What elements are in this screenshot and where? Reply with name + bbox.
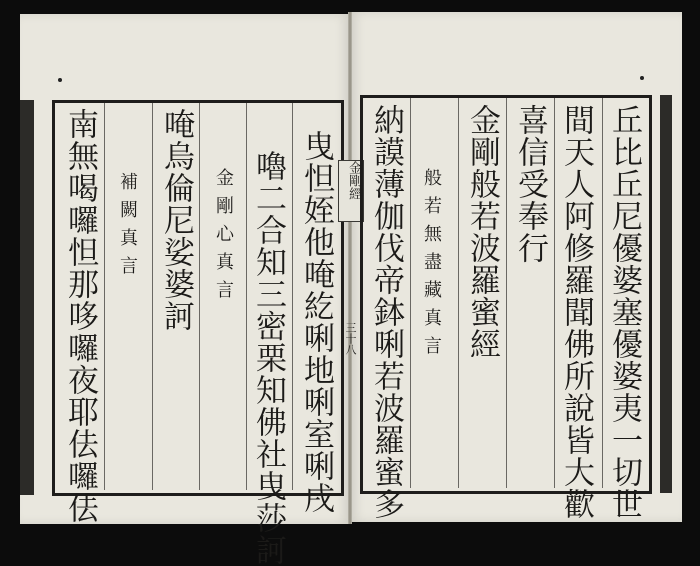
heading-column: 般若無盡藏真言 — [421, 168, 442, 364]
text-column: 南無喝囉怛那哆囉夜耶佉囉佉 — [62, 108, 98, 524]
column-rule — [152, 103, 153, 490]
text-column: 喜信受奉行 — [512, 104, 548, 264]
right-edge-wear — [660, 95, 672, 493]
column-rule — [506, 98, 507, 488]
text-column: 丘比丘尼優婆塞優婆夷一切世 — [606, 104, 642, 520]
column-rule — [246, 103, 247, 490]
text-column: 曳怛姪他唵紇唎地唎室唎戌 — [298, 130, 334, 514]
text-column: 納謨薄伽伐帝鉢唎若波羅蜜多 — [368, 104, 404, 520]
heading-column: 金剛心真言 — [213, 168, 234, 308]
text-column: 唵烏倫尼娑婆訶 — [158, 108, 194, 332]
column-rule — [410, 98, 411, 488]
column-rule — [554, 98, 555, 488]
folio-number: 三十八 — [344, 322, 357, 355]
heading-column: 補闕真言 — [117, 172, 138, 284]
column-rule — [602, 98, 603, 488]
sutra-title-column: 金剛般若波羅蜜經 — [464, 104, 500, 360]
column-rule — [458, 98, 459, 488]
column-rule — [104, 103, 105, 490]
left-edge-wear — [20, 100, 34, 495]
center-margin-title: 金剛經 — [338, 160, 364, 222]
page-fold — [348, 12, 352, 524]
text-column: 嚕二合知三密栗知佛社曳莎訶 — [250, 150, 286, 566]
binding-dot — [58, 78, 62, 82]
binding-dot — [640, 76, 644, 80]
column-rule — [292, 103, 293, 490]
text-column: 間天人阿修羅聞佛所說皆大歡 — [558, 104, 594, 520]
column-rule — [199, 103, 200, 490]
